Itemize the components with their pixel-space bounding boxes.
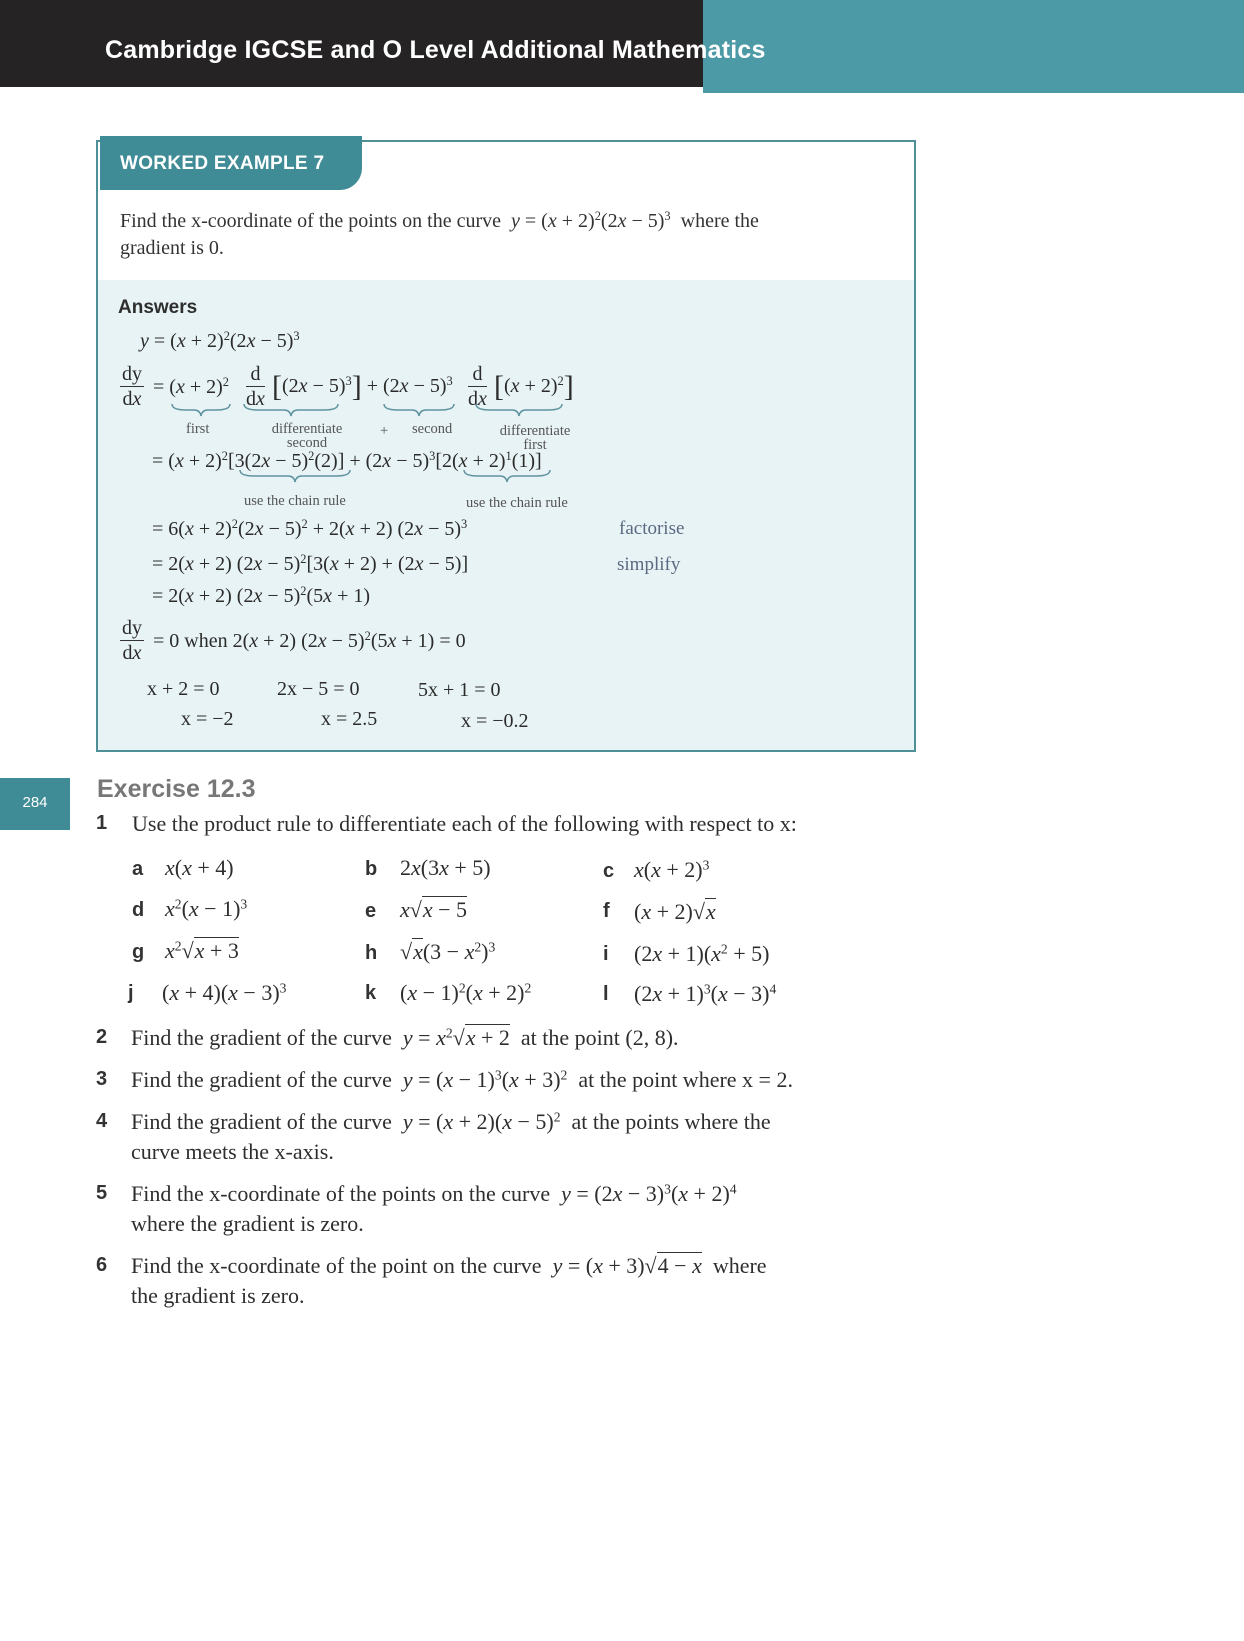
part-expression: $√x(3 - x^2)^3$ <box>400 939 496 964</box>
math-line: $y = (x + 2)^2(2x - 5)^3$ <box>140 329 300 352</box>
part-expression: $(2x + 1)^3(x - 3)^4$ <box>634 981 777 1006</box>
note-plus: + <box>380 423 389 439</box>
part-label: d <box>132 899 145 921</box>
math-line: $[(2x - 5)^3] + (2x - 5)^3$ <box>272 370 453 403</box>
solution-equation: x + 2 = 0 <box>147 678 220 700</box>
answers-label: Answers <box>118 297 198 318</box>
question-text-line2: the gradient is zero. <box>131 1283 305 1308</box>
question-number: 5 <box>96 1182 108 1204</box>
part-label: b <box>365 858 378 880</box>
question-text-end: at the points where the <box>571 1109 771 1134</box>
math-line: = $(x + 2)^2$ <box>153 375 229 398</box>
math-line: = $(x + 2)^2[3(2x - 5)^2(2)] + (2x - 5)^3[2(x + 2)^1(1)]$ <box>152 449 542 472</box>
math-line: = 2(x + 2) $(2x - 5)^2(5x + 1)$ <box>152 584 371 607</box>
question-text: Use the product rule to differentiate each of the following with respect to x: <box>132 811 797 836</box>
book-title: Cambridge IGCSE and O Level Additional Mathematics <box>105 36 766 64</box>
solution-result: x = −2 <box>181 708 234 730</box>
note-first: first <box>186 421 210 437</box>
part-label: h <box>365 942 378 964</box>
question-number: 4 <box>96 1110 108 1132</box>
fraction-dy-dx: $\frac{dy}{dx}$ <box>122 617 142 664</box>
question-text: Find the gradient of the curve $y = x^2√x + 2$ at the point (2, 8). <box>131 1025 679 1050</box>
note-chain-rule: use the chain rule <box>466 495 568 511</box>
question-text-line2: where the gradient is zero. <box>131 1211 364 1236</box>
question-text-start: Find the x-coordinate of the points on the curve <box>131 1181 551 1206</box>
page-number: 284 <box>22 794 48 811</box>
question-text-end: at the point (2, 8). <box>520 1025 679 1050</box>
part-label: k <box>365 982 377 1004</box>
question-number: 2 <box>96 1026 108 1048</box>
part-expression: $(x - 1)^2(x + 2)^2$ <box>400 980 532 1005</box>
note-chain-rule: use the chain rule <box>244 493 346 509</box>
note-simplify: simplify <box>617 554 681 575</box>
part-label: i <box>603 943 609 965</box>
question-text-line2: curve meets the x-axis. <box>131 1139 334 1164</box>
question-text-2: gradient is 0. <box>120 237 224 259</box>
worked-example-question: Find the x-coordinate of the points on the curve $y = (x + 2)^2(2x - 5)^3$ where the gradient is 0. <box>120 209 759 259</box>
fraction-d-dx: $\frac{d}{dx}$ <box>246 363 265 410</box>
question-text-start: Find the x-coordinate of the point on the curve <box>131 1253 542 1278</box>
question-text-end: at the point where x = 2. <box>578 1067 793 1092</box>
question-text-start: Find the gradient of the curve <box>131 1067 392 1092</box>
note-differentiate-first: differentiate first <box>499 423 571 453</box>
solution-equation: 5x + 1 = 0 <box>418 679 501 701</box>
math-line: = 0 when 2(x + 2) $(2x - 5)^2(5x + 1) = 0$ <box>153 629 466 652</box>
note-second: second <box>412 421 453 437</box>
question-number: 1 <box>96 812 108 834</box>
part-label: j <box>128 982 134 1004</box>
question-text: Find the x-coordinate of the point on the curve y = (x + 3)√4 − x where <box>131 1253 767 1278</box>
fraction-d-dx: $\frac{d}{dx}$ <box>468 363 487 410</box>
part-expression: (x + 2)√x <box>634 899 716 924</box>
part-expression: x√x − 5 <box>400 897 468 922</box>
part-label: e <box>365 900 377 922</box>
exercise-title: Exercise 12.3 <box>97 775 256 803</box>
math-line: $[(x + 2)^2]$ <box>494 370 574 403</box>
part-label: a <box>132 858 144 880</box>
part-label: c <box>603 860 615 882</box>
question-text-end: where <box>712 1253 767 1278</box>
solution-result: x = −0.2 <box>461 710 529 732</box>
question-text: Find the x-coordinate of the points on the curve $y = (2x - 3)^3(x + 2)^4$ <box>131 1181 737 1206</box>
part-label: l <box>603 983 609 1005</box>
note-factorise: factorise <box>619 518 685 539</box>
question-number: 6 <box>96 1254 108 1276</box>
worked-example-title: WORKED EXAMPLE 7 <box>120 153 325 174</box>
math-line: = $6(x + 2)^2(2x - 5)^2 + 2(x + 2)$ $(2x - 5)^3$ <box>152 517 468 540</box>
question-text-start: Find the gradient of the curve <box>131 1025 392 1050</box>
question-text-1: Find the x-coordinate of the points on the curve <box>120 210 502 232</box>
question-text-start: Find the gradient of the curve <box>131 1109 392 1134</box>
part-expression: $(2x + 1)(x^2 + 5)$ <box>634 941 770 966</box>
question-text: Find the gradient of the curve $y = (x - 1)^3(x + 3)^2$ at the point where x = 2. <box>131 1067 793 1092</box>
question-text: Find the gradient of the curve $y = (x + 2)(x - 5)^2$ at the points where the <box>131 1109 771 1134</box>
math-line: = 2(x + 2) $(2x - 5)^2[3(x + 2) + (2x - 5)]$ <box>152 552 469 575</box>
part-expression: 2x(3x + 5) <box>400 855 491 880</box>
fraction-dy-dx: $\frac{dy}{dx}$ <box>122 363 142 410</box>
part-label: f <box>603 900 610 922</box>
solution-result: x = 2.5 <box>321 708 378 730</box>
question-text-1-end: where the <box>680 210 759 232</box>
part-expression: $x(x + 2)^3$ <box>634 857 710 882</box>
solution-equation: 2x − 5 = 0 <box>277 678 360 700</box>
part-expression: $x^2(x - 1)^3$ <box>165 896 248 921</box>
part-expression: x(x + 4) <box>165 855 234 880</box>
part-expression: $x^2√x + 3$ <box>165 938 239 963</box>
question-number: 3 <box>96 1068 108 1090</box>
part-expression: $(x + 4)(x - 3)^3$ <box>162 980 287 1005</box>
part-label: g <box>132 941 145 963</box>
note-differentiate-second: differentiate second <box>271 421 343 451</box>
